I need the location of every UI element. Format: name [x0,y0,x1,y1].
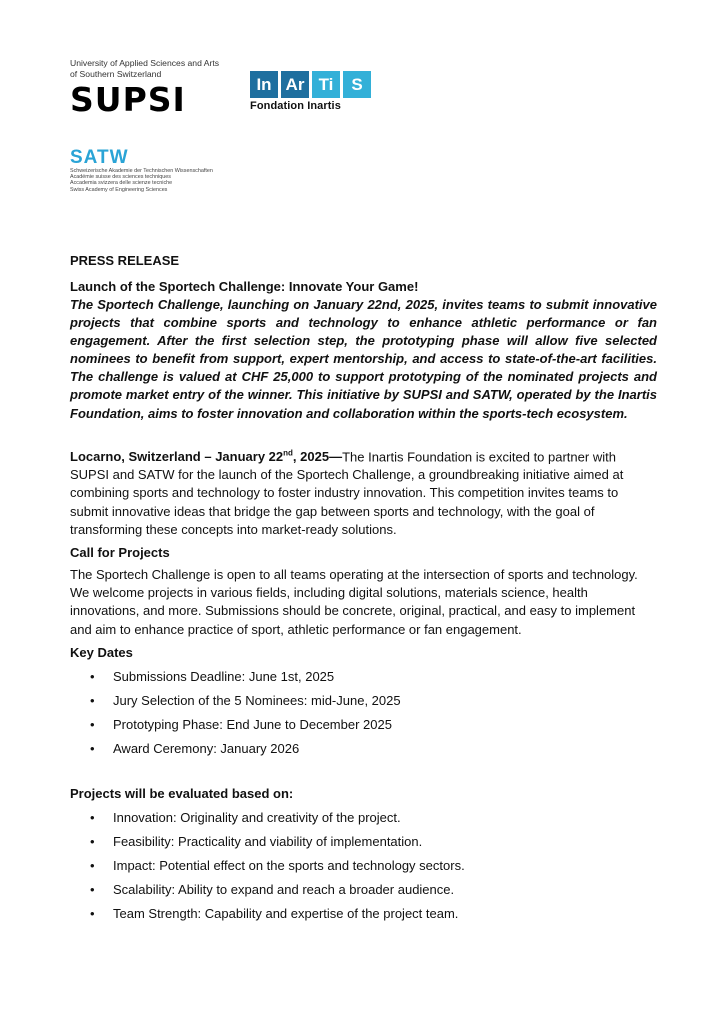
list-item-text: Innovation: Originality and creativity of the project. [113,809,401,825]
press-release-label: PRESS RELEASE [70,253,180,268]
list-item-text: Impact: Potential effect on the sports and technology sectors. [113,857,465,873]
list-item [70,716,657,734]
press-release-lede: The Sportech Challenge, launching on January 22nd, 2025, invites teams to submit innovative projects that combine sports and technology to enhance athletic performance or fan engagement. After the first selection step, the prototyping phase will allow five selected nominees to benefit from support, expert mentorship, and access to state-of-the-art facilities. The challenge is valued at CHF 25,000 to support prototyping of the nominated projects and promote market entry of the winner. This initiative by SUPSI and SATW, operated by the Inartis Foundation, aims to foster innovation and collaboration within the sports-tech ecosystem. [70,297,657,421]
bullet-icon: • [90,809,95,825]
bullet-icon: • [90,716,95,732]
inartis-tile: Ti [312,71,340,98]
satw-wordmark: SATW [70,147,129,168]
satw-name-fr: Académie suisse des sciences techniques [70,174,171,181]
supsi-logo [70,58,219,118]
press-release-title: Launch of the Sportech Challenge: Innovate Your Game! [70,279,419,294]
intro-paragraph [70,445,657,539]
evaluation-criteria-heading: Projects will be evaluated based on: [70,785,294,801]
bullet-icon: • [90,833,95,849]
supsi-tagline-2: of Southern Switzerland [70,69,162,79]
dateline-prefix: Locarno, Switzerland – January 22 [70,448,284,464]
inartis-tile: In [250,71,278,98]
intro-text: The Inartis Foundation is excited to partner with SUPSI and SATW for the launch of the Sportech Challenge, a groundbreaking initiative aimed at combining sports and technology to foster industry innovation. This competition invites teams to submit innovative ideas that bridge the gap between sports and technology, with the goal of transforming these concepts into market-ready solutions. [70,448,624,537]
press-release-body [70,252,657,923]
inartis-tiles [250,71,371,98]
supsi-tagline-1: University of Applied Sciences and Arts [70,58,220,68]
bullet-icon: • [90,692,95,708]
key-dates-heading: Key Dates [70,644,133,660]
bullet-icon: • [90,668,95,684]
list-item [70,881,657,899]
list-item [70,668,657,686]
list-item [70,905,657,923]
list-item-text: Jury Selection of the 5 Nominees: mid-June, 2025 [113,692,401,708]
list-item [70,692,657,710]
call-for-projects-text: The Sportech Challenge is open to all teams operating at the intersection of sports and technology. We welcome projects in various fields, including digital solutions, materials science, health innovations, and more. Submissions should be concrete, original, practical, and easy to implement and aim to enhance practice of sport, athletic performance or fan engagement. [70,567,638,637]
evaluation-criteria-list [70,809,657,923]
list-item [70,740,657,758]
list-item [70,857,657,875]
supsi-wordmark: SUPSI [70,80,186,119]
key-dates-list [70,668,657,758]
list-item [70,809,657,827]
dateline [70,449,342,464]
list-item-text: Prototyping Phase: End June to December 2025 [113,716,392,732]
inartis-tile: S [343,71,371,98]
list-item-text: Team Strength: Capability and expertise of the project team. [113,905,459,921]
inartis-logo [250,71,371,112]
inartis-subtitle: Fondation Inartis [250,100,341,112]
bullet-icon: • [90,881,95,897]
satw-logo [70,148,213,193]
dateline-ordinal: nd [283,448,293,458]
list-item-text: Submissions Deadline: June 1st, 2025 [113,668,335,684]
satw-name-it: Accademia svizzera delle scienze tecniche [70,180,173,187]
inartis-tile: Ar [281,71,309,98]
bullet-icon: • [90,740,95,756]
bullet-icon: • [90,905,95,921]
dateline-suffix: , 2025— [292,448,343,464]
list-item-text: Award Ceremony: January 2026 [113,740,300,756]
list-item [70,833,657,851]
list-item-text: Feasibility: Practicality and viability of implementation. [113,833,423,849]
satw-name-en: Swiss Academy of Engineering Sciences [70,186,168,193]
call-for-projects-heading: Call for Projects [70,545,170,560]
bullet-icon: • [90,857,95,873]
satw-name-de: Schweizerische Akademie der Technischen Wissenschaften [70,168,213,174]
list-item-text: Scalability: Ability to expand and reach a broader audience. [113,881,455,897]
